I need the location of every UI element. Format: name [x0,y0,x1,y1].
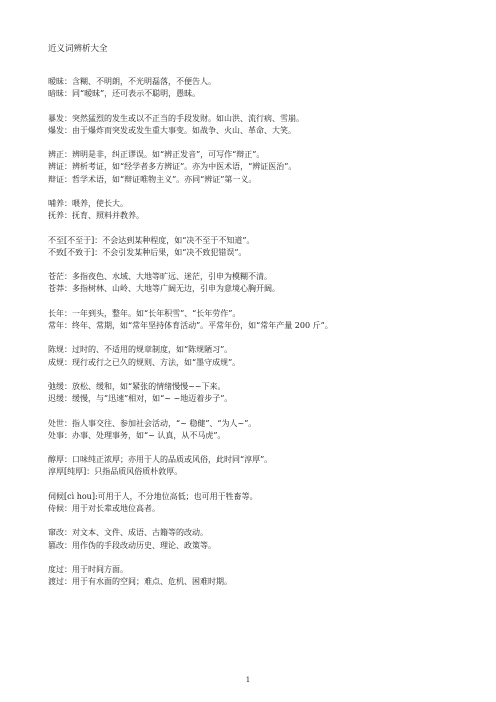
entry-group [48,418,468,442]
entry-line: 窜改：对文本、文件、成语、古籍等的改动。 [48,528,208,538]
entry-group [48,454,468,478]
entry-group [48,113,468,137]
entry-line: 不至[不至于]：不会达到某种程度，如“决不至于不知道”。 [48,235,255,245]
entry-line: 处世：指人事交往、参加社会活动，“~ 稳健”、“为人~”。 [48,418,257,428]
entry-line: 篡改：用作伪的手段改动历史、理论、政策等。 [48,540,216,550]
entry-line: 长年：一年到头，整年。如“长年积雪”、“长年劳作”。 [48,308,241,318]
entry-line: 伺候[cì hou]:可用于人，不分地位高低；也可用于牲畜等。 [48,491,258,501]
entry-line: 暗昧：同“暧昧”，还可表示不聪明，愚昧。 [48,89,201,99]
entry-line: 辨证：辨析考证，如“经学者多方辨证”。亦为中医术语，“辨证医治”。 [48,162,297,172]
entry-line: 常年：终年、常期，如“常年坚持体育活动”。平常年份，如“常年产量 200 斤”。 [48,320,333,330]
entry-line: 暴发：突然猛烈的发生或以不正当的手段发财。如山洪、流行病、雪崩。 [48,113,304,123]
entry-group [48,198,468,222]
entry-line: 辨正：辨明是非，纠正谬误。如“辨正发音”，可写作“辩正”。 [48,150,265,160]
entry-group [48,308,468,332]
entry-line: 淳厚[纯厚]：只指品质风俗质朴敦厚。 [48,467,183,477]
entry-line: 抚养：抚育、照料并教养。 [48,211,144,221]
entry-group [48,271,468,295]
entry-line: 暧昧：含糊、不明朗，不光明磊落，不便告人。 [48,77,216,86]
entry-line: 苍茫：多指夜色、水域、大地等旷远、迷茫，引申为模糊不清。 [48,272,272,282]
entry-line: 弛缓：放松、缓和，如“紧张的情绪慢慢~~下来。 [48,381,226,391]
entry-line: 处事：办事、处理事务，如“~ 认真，从不马虎”。 [48,430,226,440]
entry-list [48,76,468,601]
entry-line: 不致[不致于]：不会引发某种后果，如“决不致犯错误”。 [48,247,247,257]
entry-line: 哺养：喂养，使长大。 [48,198,128,208]
entry-line: 辩证：哲学术语，如“辩证唯物主义”。亦同“辨证”第一义。 [48,174,257,184]
entry-group [48,149,468,186]
entry-group [48,491,468,515]
entry-group [48,235,468,259]
entry-group [48,527,468,551]
entry-group [48,76,468,100]
entry-line: 成规：现行或行之已久的规则、方法，如“墨守成规”。 [48,357,241,367]
entry-line: 迟缓：缓慢，与”迅速”相对，如“~ ~地迈着步子”。 [48,394,233,404]
entry-group [48,564,468,588]
entry-group [48,344,468,368]
page-number: 1 [245,676,251,684]
entry-line: 渡过：用于有水面的空间；难点、危机、困难时期。 [48,577,232,587]
entry-group [48,381,468,405]
entry-line: 醇厚：口味纯正浓厚；亦用于人的品质或风俗，此时同“淳厚”。 [48,455,273,465]
document-title: 近义词辨析大全 [48,44,108,54]
entry-line: 侍候：用于对长辈或地位高者。 [48,503,160,513]
entry-line: 苍莽：多指树林、山岭、大地等广阔无边，引申为意境心胸开阔。 [48,284,280,294]
entry-line: 陈规：过时的、不适用的规章制度，如“陈规陋习”。 [48,345,233,355]
entry-line: 度过：用于时间方面。 [48,564,128,574]
entry-line: 爆发：由于爆炸而突发或发生重大事变。如战争、火山、革命、大笑。 [48,125,296,135]
